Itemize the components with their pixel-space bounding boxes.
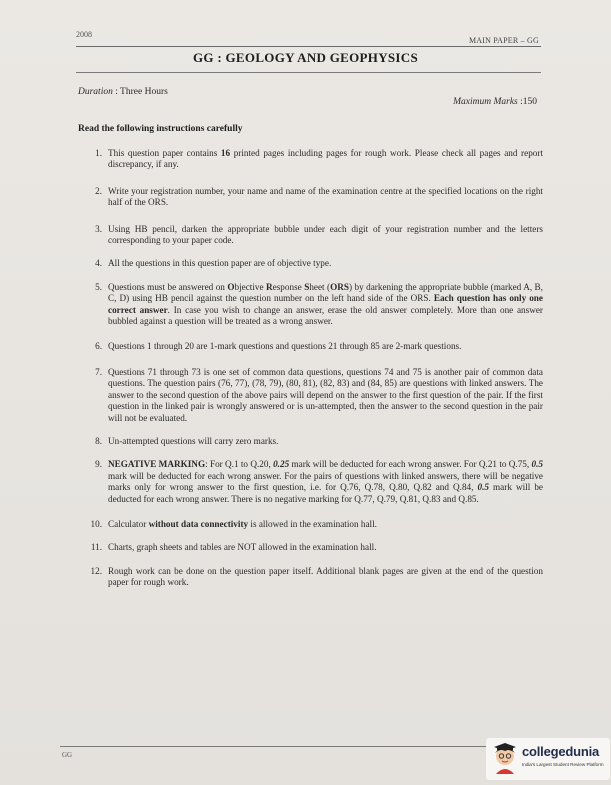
instruction-text: Questions 1 through 20 are 1-mark questions and questions 21 through 85 are 2-mark questions.	[108, 341, 462, 352]
instruction-text: S	[304, 281, 310, 292]
watermark-badge	[486, 738, 610, 780]
duration	[78, 87, 168, 97]
instruction-item	[78, 519, 543, 530]
instruction-text: 0.5	[531, 459, 543, 470]
instruction-item	[78, 186, 543, 209]
instruction-number: 12.	[90, 565, 102, 576]
instruction-item	[78, 341, 543, 352]
instruction-text: is allowed in the examination hall.	[248, 518, 377, 529]
instruction-text: bjective	[234, 281, 267, 292]
instructions-heading: Read the following instructions carefully	[78, 124, 243, 134]
instruction-item	[78, 282, 543, 328]
instruction-text: 16	[220, 148, 231, 158]
instruction-number: 5.	[95, 281, 102, 292]
brand-tagline: India's Largest Student Review Platform	[522, 762, 604, 767]
instruction-number: 6.	[95, 341, 102, 352]
instruction-text: mark will be deducted for each wrong answer. For the pairs of questions with linked answers, there will be negative marks only for wrong answer to the first question, i.e. for Q.76, Q.78, Q.80, Q.82 and Q.84,	[108, 470, 543, 493]
paper-year: 2008	[76, 30, 92, 39]
max-marks-label: Maximum Marks	[453, 97, 518, 107]
instruction-text: NEGATIVE MARKING	[108, 459, 206, 470]
duration-value: : Three Hours	[112, 87, 168, 97]
max-marks-value: :150	[517, 97, 537, 107]
instructions-list	[78, 148, 543, 589]
instruction-text: . In case you wish to change an answer, erase the old answer completely. More than one answer bubbled against a question will be treated as a wrong answer.	[108, 304, 543, 327]
instruction-text: Each question has only one correct answer	[108, 293, 543, 315]
title-divider	[76, 72, 541, 73]
instruction-text: R	[266, 281, 273, 292]
student-avatar-icon	[492, 742, 518, 774]
instruction-text: heet (	[309, 281, 331, 292]
instruction-number: 1.	[95, 148, 102, 158]
instruction-number: 8.	[95, 435, 102, 446]
page-title: GG : GEOLOGY AND GEOPHYSICS	[192, 50, 419, 65]
instruction-text: O	[227, 281, 235, 292]
instruction-number: 3.	[95, 223, 102, 234]
instruction-text: esponse	[272, 281, 305, 292]
instruction-number: 4.	[95, 258, 102, 269]
instruction-text: : For Q.1 to Q.20,	[205, 459, 274, 470]
instruction-number: 9.	[95, 459, 102, 470]
instruction-item	[78, 224, 543, 247]
instruction-text: Write your registration number, your name and name of the examination centre at the specified locations on the right half of the ORS.	[108, 185, 543, 208]
instruction-text: All the questions in this question paper are of objective type.	[108, 258, 332, 269]
brand-name: collegedunia	[522, 744, 600, 759]
instruction-number: 10.	[90, 518, 102, 529]
instruction-text: Rough work can be done on the question paper itself. Additional blank pages are given at the end of the question paper for rough work.	[108, 565, 543, 588]
instruction-text: Un-attempted questions will carry zero marks.	[108, 435, 279, 446]
instruction-number: 2.	[95, 185, 102, 196]
instruction-item	[78, 566, 543, 589]
instruction-text: ORS	[330, 281, 350, 292]
instruction-item	[78, 148, 543, 171]
instruction-text: Questions must be answered on	[108, 281, 228, 292]
instruction-number: 11.	[90, 542, 102, 553]
footer-code: GG	[62, 751, 73, 759]
instruction-text: This question paper contains	[108, 148, 221, 158]
max-marks	[453, 97, 537, 107]
instruction-text: printed pages including pages for rough work. Please check all pages and report discrepancy, if any.	[108, 148, 543, 170]
instruction-item	[78, 459, 543, 505]
instruction-number: 7.	[95, 366, 102, 377]
instruction-text: Calculator	[108, 518, 149, 529]
instruction-text: without data connectivity	[148, 518, 249, 529]
instruction-text: mark will be deducted for each wrong answer. For Q.21 to Q.75,	[289, 459, 532, 470]
instruction-text: Using HB pencil, darken the appropriate bubble under each digit of your registration number and the letters corresponding to your paper code.	[108, 223, 543, 246]
instruction-item	[78, 367, 543, 424]
instruction-text: ) by darkening the appropriate bubble (marked A, B, C, D) using HB pencil against the question number on the left hand side of the ORS.	[108, 281, 543, 304]
instruction-item	[78, 542, 543, 553]
instruction-item	[78, 258, 543, 269]
duration-label: Duration	[78, 87, 113, 97]
instruction-item	[78, 436, 543, 447]
instruction-text: mark will be deducted for each wrong answer. There is no negative marking for Q.77, Q.79, Q.81, Q.83 and Q.85.	[108, 482, 543, 504]
paper-label: MAIN PAPER – GG	[468, 36, 539, 45]
instruction-text: 0.25	[273, 459, 290, 470]
instruction-text: Questions 71 through 73 is one set of common data questions, questions 74 and 75 is another pair of common data questions. The question pairs (76, 77), (78, 79), (80, 81), (82, 83) and (84, 85) are questions with linked answers. The answer to the second question of the above pairs will depend on the answer to the first question of the pair. If the first question in the linked pair is wrongly answered or is un-attempted, then the answer to the second question in the pair will not be evaluated.	[108, 366, 543, 423]
header-divider	[76, 46, 541, 47]
instruction-text: 0.5	[477, 482, 489, 493]
instruction-text: Charts, graph sheets and tables are NOT allowed in the examination hall.	[108, 542, 377, 553]
